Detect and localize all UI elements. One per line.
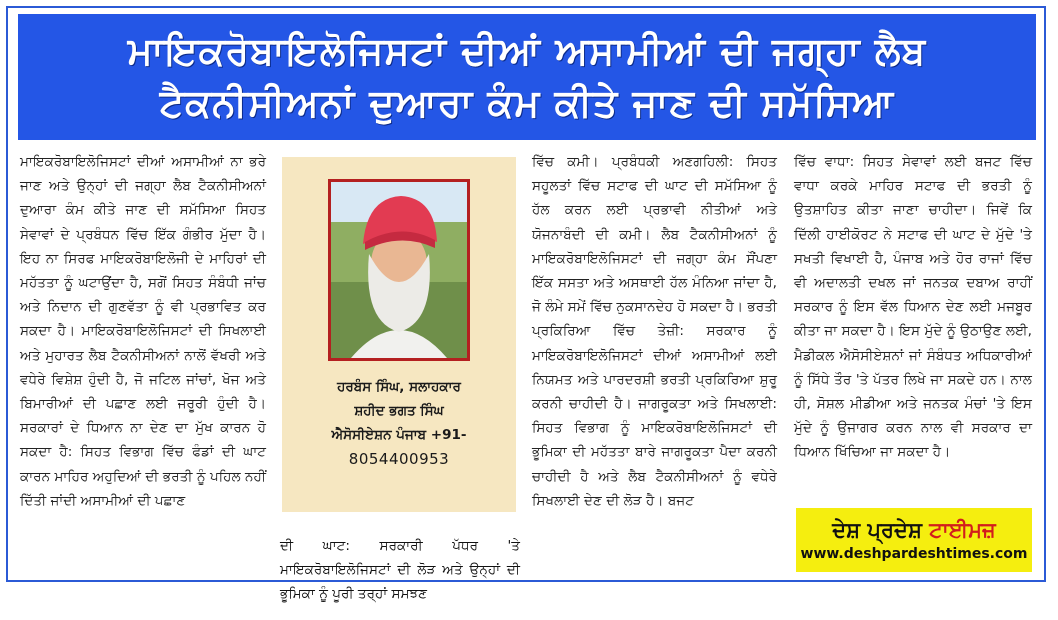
publisher-name: [832, 516, 995, 544]
article-column-2-bottom: [280, 520, 520, 620]
headline-line-1: ਮਾਇਕਰੋਬਾਇਲੋਜਿਸਟਾਂ ਦੀਆਂ ਅਸਾਮੀਆਂ ਦੀ ਜਗ੍ਹਾ ਲੈਬ: [127, 29, 927, 73]
headline-line-2: ਟੈਕਨੀਸੀਅਨਾਂ ਦੁਆਰਾ ਕੰਮ ਕੀਤੇ ਜਾਣ ਦੀ ਸਮੱਸਿਆ: [159, 81, 895, 125]
author-organization-line-1: ਸ਼ਹੀਦ ਭਗਤ ਸਿੰਘ: [354, 403, 444, 419]
publisher-name-part-1: ਦੇਸ਼ ਪ੍ਰਦੇਸ਼: [832, 518, 922, 542]
author-organization-line-2: ਐਸੋਸੀਏਸ਼ਨ ਪੰਜਾਬ +91-: [331, 427, 467, 443]
author-name-title: ਹਰਬੰਸ ਸਿੰਘ, ਸਲਾਹਕਾਰ: [337, 379, 461, 395]
publisher-logo: [796, 508, 1032, 572]
author-photo: [328, 179, 470, 361]
author-phone: 8054400953: [348, 450, 450, 468]
publisher-url: www.deshpardeshtimes.com: [800, 546, 1028, 562]
column-4-text: ਵਿੱਚ ਵਾਧਾ: ਸਿਹਤ ਸੇਵਾਵਾਂ ਲਈ ਬਜਟ ਵਿੱਚ ਵਾਧਾ ਕਰਕੇ ਮਾਹਿਰ ਸਟਾਫ ਦੀ ਭਰਤੀ ਨੂੰ ਉਤਸ਼ਾਹਿਤ ਕੀਤਾ ਜਾਣਾ ਚਾਹੀਦਾ। ਜਿਵੇਂ ਕਿ ਦਿੱਲੀ ਹਾਈਕੋਰਟ ਨੇ ਸਟਾਫ ਦੀ ਘਾਟ ਦੇ ਮੁੱਦੇ 'ਤੇ ਸਖਤੀ ਵਿਖਾਈ ਹੈ, ਪੰਜਾਬ ਅਤੇ ਹੋਰ ਰਾਜਾਂ ਵਿੱਚ ਵੀ ਅਦਾਲਤੀ ਦਖਲ ਜਾਂ ਜਨਤਕ ਦਬਾਅ ਰਾਹੀਂ ਸਰਕਾਰ ਨੂੰ ਇਸ ਵੱਲ ਧਿਆਨ ਦੇਣ ਲਈ ਮਜਬੂਰ ਕੀਤਾ ਜਾ ਸਕਦਾ ਹੈ। ਇਸ ਮੁੱਦੇ ਨੂੰ ਉਠਾਉਣ ਲਈ, ਮੈਡੀਕਲ ਐਸੋਸੀਏਸ਼ਨਾਂ ਜਾਂ ਸੰਬੰਧਤ ਅਧਿਕਾਰੀਆਂ ਨੂੰ ਸਿੱਧੇ ਤੌਰ 'ਤੇ ਪੱਤਰ ਲਿਖੇ ਜਾ ਸਕਦੇ ਹਨ। ਨਾਲ ਹੀ, ਸੋਸ਼ਲ ਮੀਡੀਆ ਅਤੇ ਜਨਤਕ ਮੰਚਾਂ 'ਤੇ ਇਸ ਮੁੱਦੇ ਨੂੰ ਉਜਾਗਰ ਕਰਨ ਨਾਲ ਵੀ ਸਰਕਾਰ ਦਾ ਧਿਆਨ ਖਿੱਚਿਆ ਜਾ ਸਕਦਾ ਹੈ।: [794, 154, 1032, 461]
author-box: [282, 157, 516, 512]
article-column-1: [20, 150, 266, 513]
column-1-text: ਮਾਇਕਰੋਬਾਇਲੋਜਿਸਟਾਂ ਦੀਆਂ ਅਸਾਮੀਆਂ ਨਾ ਭਰੇ ਜਾਣ ਅਤੇ ਉਨ੍ਹਾਂ ਦੀ ਜਗ੍ਹਾ ਲੈਬ ਟੈਕਨੀਸੀਅਨਾਂ ਦੁਆਰਾ ਕੰਮ ਕੀਤੇ ਜਾਣ ਦੀ ਸਮੱਸਿਆ ਸਿਹਤ ਸੇਵਾਵਾਂ ਦੇ ਪ੍ਰਬੰਧਨ ਵਿੱਚ ਇੱਕ ਗੰਭੀਰ ਮੁੱਦਾ ਹੈ। ਇਹ ਨਾ ਸਿਰਫ ਮਾਇਕਰੋਬਾਇਲੋਜੀ ਦੇ ਮਾਹਿਰਾਂ ਦੀ ਮਹੱਤਤਾ ਨੂੰ ਘਟਾਉਂਦਾ ਹੈ, ਸਗੋਂ ਸਿਹਤ ਸੰਬੰਧੀ ਜਾਂਚ ਅਤੇ ਨਿਦਾਨ ਦੀ ਗੁਣਵੱਤਾ ਨੂੰ ਵੀ ਪ੍ਰਭਾਵਿਤ ਕਰ ਸਕਦਾ ਹੈ। ਮਾਇਕਰੋਬਾਇਲੋਜਿਸਟਾਂ ਦੀ ਸਿਖਲਾਈ ਅਤੇ ਮੁਹਾਰਤ ਲੈਬ ਟੈਕਨੀਸੀਅਨਾਂ ਨਾਲੋਂ ਵੱਖਰੀ ਅਤੇ ਵਧੇਰੇ ਵਿਸ਼ੇਸ਼ ਹੁੰਦੀ ਹੈ, ਜੋ ਜਟਿਲ ਜਾਂਚਾਂ, ਖੋਜ ਅਤੇ ਬਿਮਾਰੀਆਂ ਦੀ ਪਛਾਣ ਲਈ ਜਰੂਰੀ ਹੁੰਦੀ ਹੈ। ਸਰਕਾਰਾਂ ਦੇ ਧਿਆਨ ਨਾ ਦੇਣ ਦਾ ਮੁੱਖ ਕਾਰਨ ਹੋ ਸਕਦਾ ਹੈ: ਸਿਹਤ ਵਿਭਾਗ ਵਿੱਚ ਫੰਡਾਂ ਦੀ ਘਾਟ ਕਾਰਨ ਮਾਹਿਰ ਅਹੁਦਿਆਂ ਦੀ ਭਰਤੀ ਨੂੰ ਪਹਿਲ ਨਹੀਂ ਦਿੱਤੀ ਜਾਂਦੀ ਅਸਾਮੀਆਂ ਦੀ ਪਛਾਣ: [20, 154, 266, 509]
headline-banner: [18, 14, 1036, 140]
author-portrait-image: [331, 182, 467, 358]
column-3-text: ਵਿੱਚ ਕਮੀ। ਪ੍ਰਬੰਧਕੀ ਅਣਗਹਿਲੀ: ਸਿਹਤ ਸਹੂਲਤਾਂ ਵਿੱਚ ਸਟਾਫ ਦੀ ਘਾਟ ਦੀ ਸਮੱਸਿਆ ਨੂੰ ਹੱਲ ਕਰਨ ਲਈ ਪ੍ਰਭਾਵੀ ਨੀਤੀਆਂ ਅਤੇ ਯੋਜਨਾਬੰਦੀ ਦੀ ਕਮੀ। ਲੈਬ ਟੈਕਨੀਸੀਅਨਾਂ ਨੂੰ ਮਾਇਕਰੋਬਾਇਲੋਜਿਸਟਾਂ ਦੀ ਜਗ੍ਹਾ ਕੰਮ ਸੌਂਪਣਾ ਇੱਕ ਸਸਤਾ ਅਤੇ ਅਸਥਾਈ ਹੱਲ ਮੰਨਿਆ ਜਾਂਦਾ ਹੈ, ਜੋ ਲੰਮੇ ਸਮੇਂ ਵਿੱਚ ਨੁਕਸਾਨਦੇਹ ਹੋ ਸਕਦਾ ਹੈ। ਭਰਤੀ ਪ੍ਰਕਿਰਿਆ ਵਿੱਚ ਤੇਜ਼ੀ: ਸਰਕਾਰ ਨੂੰ ਮਾਇਕਰੋਬਾਇਲੋਜਿਸਟਾਂ ਦੀਆਂ ਅਸਾਮੀਆਂ ਲਈ ਨਿਯਮਤ ਅਤੇ ਪਾਰਦਰਸ਼ੀ ਭਰਤੀ ਪ੍ਰਕਿਰਿਆ ਸ਼ੁਰੂ ਕਰਨੀ ਚਾਹੀਦੀ ਹੈ। ਜਾਗਰੂਕਤਾ ਅਤੇ ਸਿਖਲਾਈ: ਸਿਹਤ ਵਿਭਾਗ ਨੂੰ ਮਾਇਕਰੋਬਾਇਲੋਜਿਸਟਾਂ ਦੀ ਭੂਮਿਕਾ ਦੀ ਮਹੱਤਤਾ ਬਾਰੇ ਜਾਗਰੂਕਤਾ ਪੈਦਾ ਕਰਨੀ ਚਾਹੀਦੀ ਹੈ ਅਤੇ ਲੈਬ ਟੈਕਨੀਸੀਅਨਾਂ ਨੂੰ ਵਧੇਰੇ ਸਿਖਲਾਈ ਦੇਣ ਦੀ ਲੋੜ ਹੈ। ਬਜਟ: [532, 154, 777, 509]
article-column-4: [794, 150, 1032, 465]
column-2-text: ਦੀ ਘਾਟ: ਸਰਕਾਰੀ ਪੱਧਰ 'ਤੇ ਮਾਇਕਰੋਬਾਇਲੋਜਿਸਟਾਂ ਦੀ ਲੋੜ ਅਤੇ ਉਨ੍ਹਾਂ ਦੀ ਭੂਮਿਕਾ ਨੂੰ ਪੂਰੀ ਤਰ੍ਹਾਂ ਸਮਝਣ: [280, 537, 520, 602]
article-column-3: [532, 150, 777, 513]
publisher-name-part-2: ਟਾਈਮਜ਼: [929, 518, 996, 542]
author-caption: [282, 375, 516, 471]
